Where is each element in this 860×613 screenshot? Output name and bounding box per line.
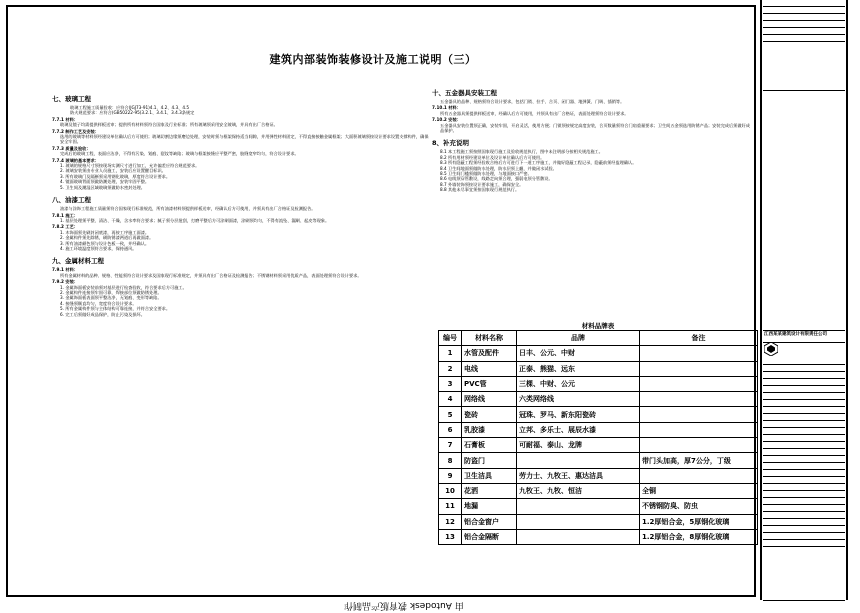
- subheading: 7.8.1 施工：: [52, 212, 78, 218]
- table-row: [439, 483, 758, 498]
- header-cell: 编号: [439, 331, 462, 346]
- paragraph: 选用的玻璃等材料须经建设单位确认后方可使用；玻璃切割边缘须磨边处理，安装时须与框架保持适当间隙，并用弹性材料固定，不得直接接触金属框架；大面积玻璃须按设计要求设置支撑构件，确保安全牢固。: [60, 134, 429, 145]
- company-name: 江西某某建筑设计有限责任公司: [764, 332, 827, 337]
- subheading: 7.7.4 玻璃的基本要求：: [52, 157, 99, 163]
- subheading: 7.9.2 安装：: [52, 279, 78, 285]
- table-cell: 1.2厚铝合金，8厚钢化玻璃: [640, 529, 758, 544]
- table-cell: 地漏: [462, 499, 517, 514]
- section-heading: 八、油漆工程: [52, 196, 91, 205]
- table-cell: 1: [439, 346, 462, 361]
- table-row: [439, 468, 758, 483]
- list-item: 6. 完工后须做好成品保护，防止污染及损坏。: [60, 311, 145, 317]
- subheading: 7.10.1 材料：: [432, 105, 461, 111]
- subheading: 7.7.3 质量及验收：: [52, 145, 91, 151]
- table-cell: 日丰、公元、中财: [517, 346, 640, 361]
- header-cell: 备注: [640, 331, 758, 346]
- table-cell: 电线: [462, 361, 517, 376]
- table-row: [439, 499, 758, 514]
- paragraph: 1. 基层处理须平整、清洁、干燥，含水率符合要求；腻子须分层批刮，打磨平整后方可涂刷面漆，涂刷须均匀，不得有流坠、漏刷、起皮等现象。: [60, 217, 330, 223]
- subheading: 7.10.2 安装：: [432, 117, 461, 123]
- title-block: [760, 0, 848, 600]
- list-item: 8.3 所有隐蔽工程须经验收合格后方可进行下一道工序施工，并做好隐蔽工程记录，隐蔽前须经监理确认。: [440, 160, 637, 166]
- table-row: [439, 376, 758, 391]
- table-cell: 5: [439, 407, 462, 422]
- table-cell: 水管及配件: [462, 346, 517, 361]
- materials-table-title: 材料品牌表: [581, 322, 615, 330]
- table-cell: 立邦、多乐士、展辰水漆: [517, 422, 640, 437]
- paragraph: 所有金属材料的品种、规格、性能须符合设计要求及国家现行标准规定，并须具有出厂合格证及检测报告；不锈钢材料须采用优质产品，表面处理须符合设计要求。: [60, 272, 362, 278]
- table-cell: [640, 468, 758, 483]
- table-row: [439, 453, 758, 468]
- table-cell: 花洒: [462, 483, 517, 498]
- table-cell: 卫生洁具: [462, 468, 517, 483]
- paragraph: 玻璃工程施工质量验收：应符合(JGJ73-91)4.1、4.2、4.3、4.5: [70, 105, 189, 110]
- list-item: 8.8 其他未尽事宜须按国家现行规范执行。: [440, 187, 520, 193]
- list-item: 8.2 所有用材须经建设单位及设计单位确认后方可使用。: [440, 154, 545, 160]
- paragraph: 所有五金器具须提供样板送审，经确认后方可使用，并须具有出厂合格证，表面处理须符合设计要求。: [440, 110, 629, 116]
- table-cell: 全铜: [640, 483, 758, 498]
- table-cell: 六类网络线: [517, 392, 640, 407]
- table-cell: 12: [439, 514, 462, 529]
- table-cell: 防盗门: [462, 453, 517, 468]
- table-cell: 9: [439, 468, 462, 483]
- list-item: 5. 所有金属构件须与主体结构可靠连接，并符合安全要求。: [60, 306, 171, 312]
- table-row: [439, 346, 758, 361]
- notes-block: [763, 0, 845, 91]
- table-row: [439, 361, 758, 376]
- paragraph: 油漆与涂饰工程施工质量须符合国家现行标准规范，所有油漆材料须提供样板送审，经确认后方可使用，并须具有出厂合格证及检测报告。: [60, 206, 316, 212]
- right-column: [432, 83, 750, 193]
- table-cell: 网络线: [462, 392, 517, 407]
- table-cell: 2: [439, 361, 462, 376]
- table-cell: 瓷砖: [462, 407, 517, 422]
- list-item: 2. 金属构件连接须牢固可靠，焊接部位须做防锈处理。: [60, 289, 162, 295]
- list-item: 3. 所有油漆颜色须与设计色板一致，并经确认。: [60, 240, 150, 246]
- table-cell: 铝合金窗户: [462, 514, 517, 529]
- table-row: [439, 422, 758, 437]
- paragraph: 完成后的玻璃工程，表面应洁净，不得有污染、划痕、裂纹等缺陷；玻璃与框架接缝应平整严密，胶缝宽窄均匀，符合设计要求。: [60, 151, 299, 157]
- list-item: 2. 玻璃安装须由专业人员施工，安装后应设置醒目标识。: [60, 168, 166, 174]
- subheading: 7.7.2 制作工艺及安装：: [52, 128, 99, 134]
- table-cell: 正泰、熊猫、远东: [517, 361, 640, 376]
- header-cell: 品牌: [517, 331, 640, 346]
- header-cell: 材料名称: [462, 331, 517, 346]
- document-title: 建筑内部装饰装修设计及施工说明（三）: [269, 53, 477, 66]
- paragraph: 五金器具安装位置须正确，安装牢固，开启灵活，使用方便；门锁须按规定高度安装，合页数量须符合门扇重量要求；卫生间五金须选用防锈产品；安装完成后须做好成品保护。: [440, 122, 750, 134]
- table-cell: 不锈钢防臭、防虫: [640, 499, 758, 514]
- table-cell: [640, 438, 758, 453]
- list-item: 1. 玻璃的规格尺寸须按现场实测尺寸进行加工，允许偏差应符合规范要求。: [60, 163, 200, 169]
- revision-area: [763, 90, 845, 331]
- paragraph: 防火规范要求：应符合(GB50222-95)3.2.1、3.4.1、3.4.3条规定: [70, 110, 195, 116]
- table-cell: 6: [439, 422, 462, 437]
- section-heading: 七、玻璃工程: [52, 95, 91, 103]
- list-item: 3. 金属饰面板表面须平整洁净，无划痕、变形等缺陷。: [60, 295, 162, 301]
- table-cell: 8: [439, 453, 462, 468]
- table-cell: [517, 453, 640, 468]
- list-item: 4. 施工环境温度须符合要求，保持通风。: [60, 245, 137, 251]
- subheading: 7.8.2 工艺：: [52, 224, 78, 230]
- table-cell: 13: [439, 529, 462, 544]
- paragraph: 五金器具的品种、规格须符合设计要求，包括门锁、拉手、合页、闭门器、地弹簧、门吸、插销等。: [440, 99, 625, 104]
- table-cell: [640, 361, 758, 376]
- table-row: [439, 514, 758, 529]
- list-item: 3. 所有玻璃门及隔断须采用钢化玻璃，厚度符合设计要求。: [60, 173, 171, 179]
- list-item: 4. 接缝须顺直均匀，宽度符合设计要求。: [60, 300, 137, 306]
- table-cell: [517, 529, 640, 544]
- watermark: 由 Autodesk 教育版产品制作: [344, 600, 464, 610]
- table-cell: 九牧王、九牧、恒洁: [517, 483, 640, 498]
- list-item: 8.7 外墙装饰须按设计要求施工，确保安全。: [440, 181, 524, 187]
- table-cell: [640, 407, 758, 422]
- table-row: [439, 392, 758, 407]
- table-cell: 7: [439, 438, 462, 453]
- table-cell: 乳胶漆: [462, 422, 517, 437]
- section-heading: 九、金属材料工程: [52, 257, 104, 266]
- subheading: 7.9.1 材料：: [52, 267, 78, 273]
- paragraph: 玻璃及镜子均需提供样板送审；提供所有材料须符合国家及行业标准；所有玻璃须采用安全玻璃，并具有出厂合格证。: [60, 122, 278, 128]
- table-cell: [640, 376, 758, 391]
- left-column: [52, 89, 430, 317]
- table-cell: PVC管: [462, 376, 517, 391]
- table-cell: 4: [439, 392, 462, 407]
- list-item: 8.1 本工程施工须按照国家现行施工及验收规范执行，图中未注明部分按相关规范施工。: [440, 149, 603, 155]
- table-cell: [640, 392, 758, 407]
- table-cell: 11: [439, 499, 462, 514]
- list-item: 2. 金属构件须先除锈，刷防锈漆两道后再做面漆。: [60, 235, 154, 241]
- table-header-row: [439, 331, 758, 346]
- table-row: [439, 438, 758, 453]
- table-cell: 可耐福、泰山、龙牌: [517, 438, 640, 453]
- section-heading: 8、补充说明: [432, 139, 470, 148]
- list-item: 1. 木饰面须先刷封闭底漆，再按工序施工面漆。: [60, 229, 150, 235]
- table-cell: [640, 346, 758, 361]
- list-item: 8.6 电线须穿管敷设，线路走向须合理，强弱电须分管敷设。: [440, 176, 553, 182]
- table-cell: 3: [439, 376, 462, 391]
- table-cell: [517, 499, 640, 514]
- company-logo-icon: [764, 342, 778, 356]
- table-cell: [517, 514, 640, 529]
- table-row: [439, 407, 758, 422]
- materials-table-body: [439, 346, 758, 545]
- section-heading: 十、五金器具安装工程: [432, 89, 497, 97]
- table-cell: 三棵、中财、公元: [517, 376, 640, 391]
- list-item: 4. 镜面玻璃背面须做防潮处理，安装牢固平整。: [60, 179, 150, 185]
- table-cell: 1.2厚铝合金，5厚钢化玻璃: [640, 514, 758, 529]
- table-cell: 冠珠、罗马、新东阳瓷砖: [517, 407, 640, 422]
- table-cell: [640, 422, 758, 437]
- table-cell: 铝合金隔断: [462, 529, 517, 544]
- title-block-grid: [763, 358, 845, 601]
- list-item: 8.5 卫生间门槛须做防水处理，与地面接口严密。: [440, 171, 532, 177]
- list-item: 1. 金属饰面板安装前须对基层进行检查验收，符合要求后方可施工。: [60, 284, 187, 290]
- subheading: 7.7.1 材料：: [52, 116, 78, 122]
- table-cell: 带门头加高，厚7公分，丁级: [640, 453, 758, 468]
- list-item: 8.4 卫生间地面须做防水处理，防水层须上翻，并做闭水试验。: [440, 165, 557, 171]
- list-item: 5. 卫生间及潮湿区域玻璃须做防水密封处理。: [60, 184, 145, 190]
- table-cell: 石膏板: [462, 438, 517, 453]
- table-row: [439, 529, 758, 544]
- table-cell: 10: [439, 483, 462, 498]
- materials-table: [438, 330, 758, 545]
- drawing-sheet: [6, 5, 756, 597]
- table-cell: 劳力士、九牧王、惠达洁具: [517, 468, 640, 483]
